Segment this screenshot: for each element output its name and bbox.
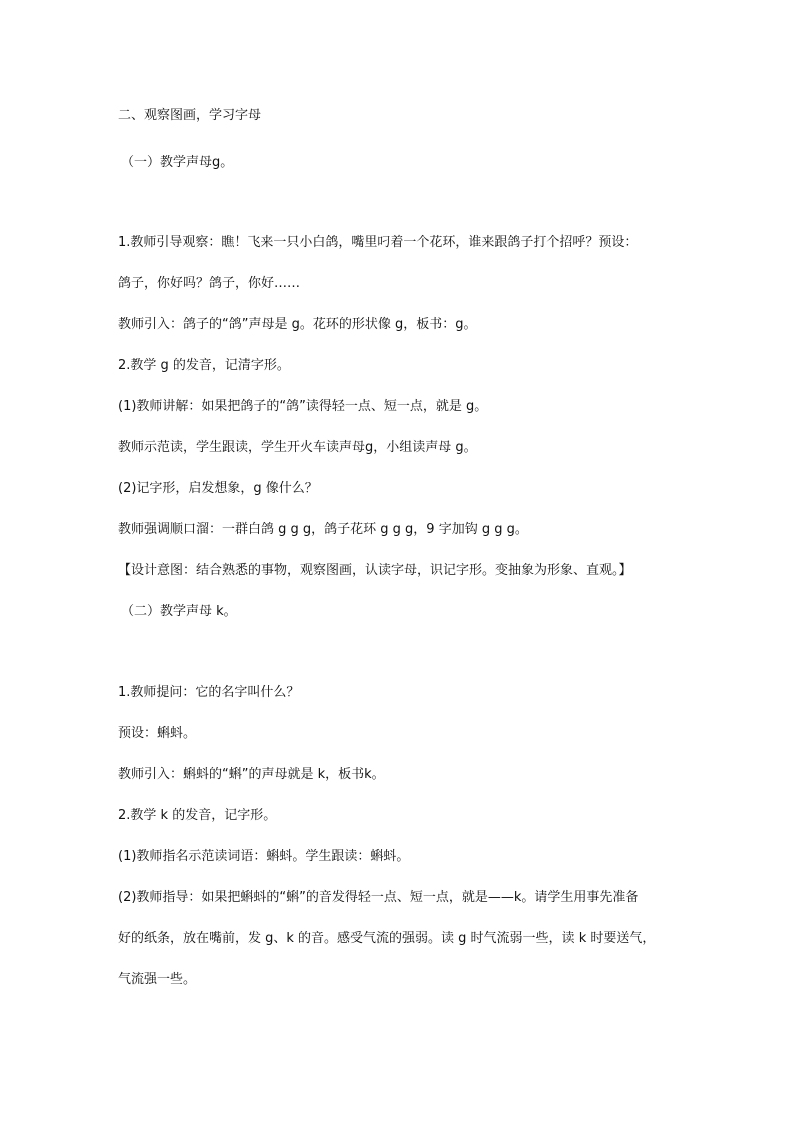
paragraph-line: 好的纸条，放在嘴前，发 g、k 的音。感受气流的强弱。读 g 时气流弱一些，读 k 时要送气， xyxy=(118,931,656,946)
paragraph-line: 2.教学 k 的发音，记字形。 xyxy=(118,808,277,823)
paragraph-line: 教师示范读，学生跟读，学生开火车读声母g，小组读声母 g。 xyxy=(118,440,477,455)
paragraph-line: 教师引入：鸽子的“鸽”声母是 g。花环的形状像 g，板书：g。 xyxy=(118,317,477,332)
paragraph-line: 鸽子，你好吗？鸽子，你好…… xyxy=(118,276,301,291)
paragraph-line: 1.教师引导观察：瞧！飞来一只小白鸽，嘴里叼着一个花环，谁来跟鸽子打个招呼？预设： xyxy=(118,235,638,250)
paragraph-line: 教师强调顺口溜：一群白鸽 g g g，鸽子花环 g g g，9 字加钩 g g g。 xyxy=(118,522,528,537)
subsection-heading-k: （二）教学声母 k。 xyxy=(121,604,237,619)
subsection-heading-g: （一）教学声母g。 xyxy=(121,155,234,170)
paragraph-line: (1)教师讲解：如果把鸽子的“鸽”读得轻一点、短一点，就是 g。 xyxy=(118,399,488,414)
paragraph-line: (2)教师指导：如果把蝌蚪的“蝌”的音发得轻一点、短一点，就是——k。请学生用事先准备 xyxy=(118,890,639,905)
paragraph-line: 1.教师提问：它的名字叫什么？ xyxy=(118,685,300,700)
paragraph-line: (2)记字形，启发想象，g 像什么？ xyxy=(118,481,318,496)
paragraph-line: (1)教师指名示范读词语：蝌蚪。学生跟读：蝌蚪。 xyxy=(118,849,410,864)
paragraph-line: 气流强一些。 xyxy=(118,972,197,987)
section-heading: 二、观察图画，学习字母 xyxy=(118,108,262,123)
paragraph-line: 2.教学 g 的发音，记清字形。 xyxy=(118,358,290,373)
design-intent-note: 【设计意图：结合熟悉的事物，观察图画，认读字母，识记字形。变抽象为形象、直观。】 xyxy=(118,563,632,578)
paragraph-line: 教师引入：蝌蚪的“蝌”的声母就是 k，板书k。 xyxy=(118,767,385,782)
paragraph-line: 预设：蝌蚪。 xyxy=(118,726,197,741)
